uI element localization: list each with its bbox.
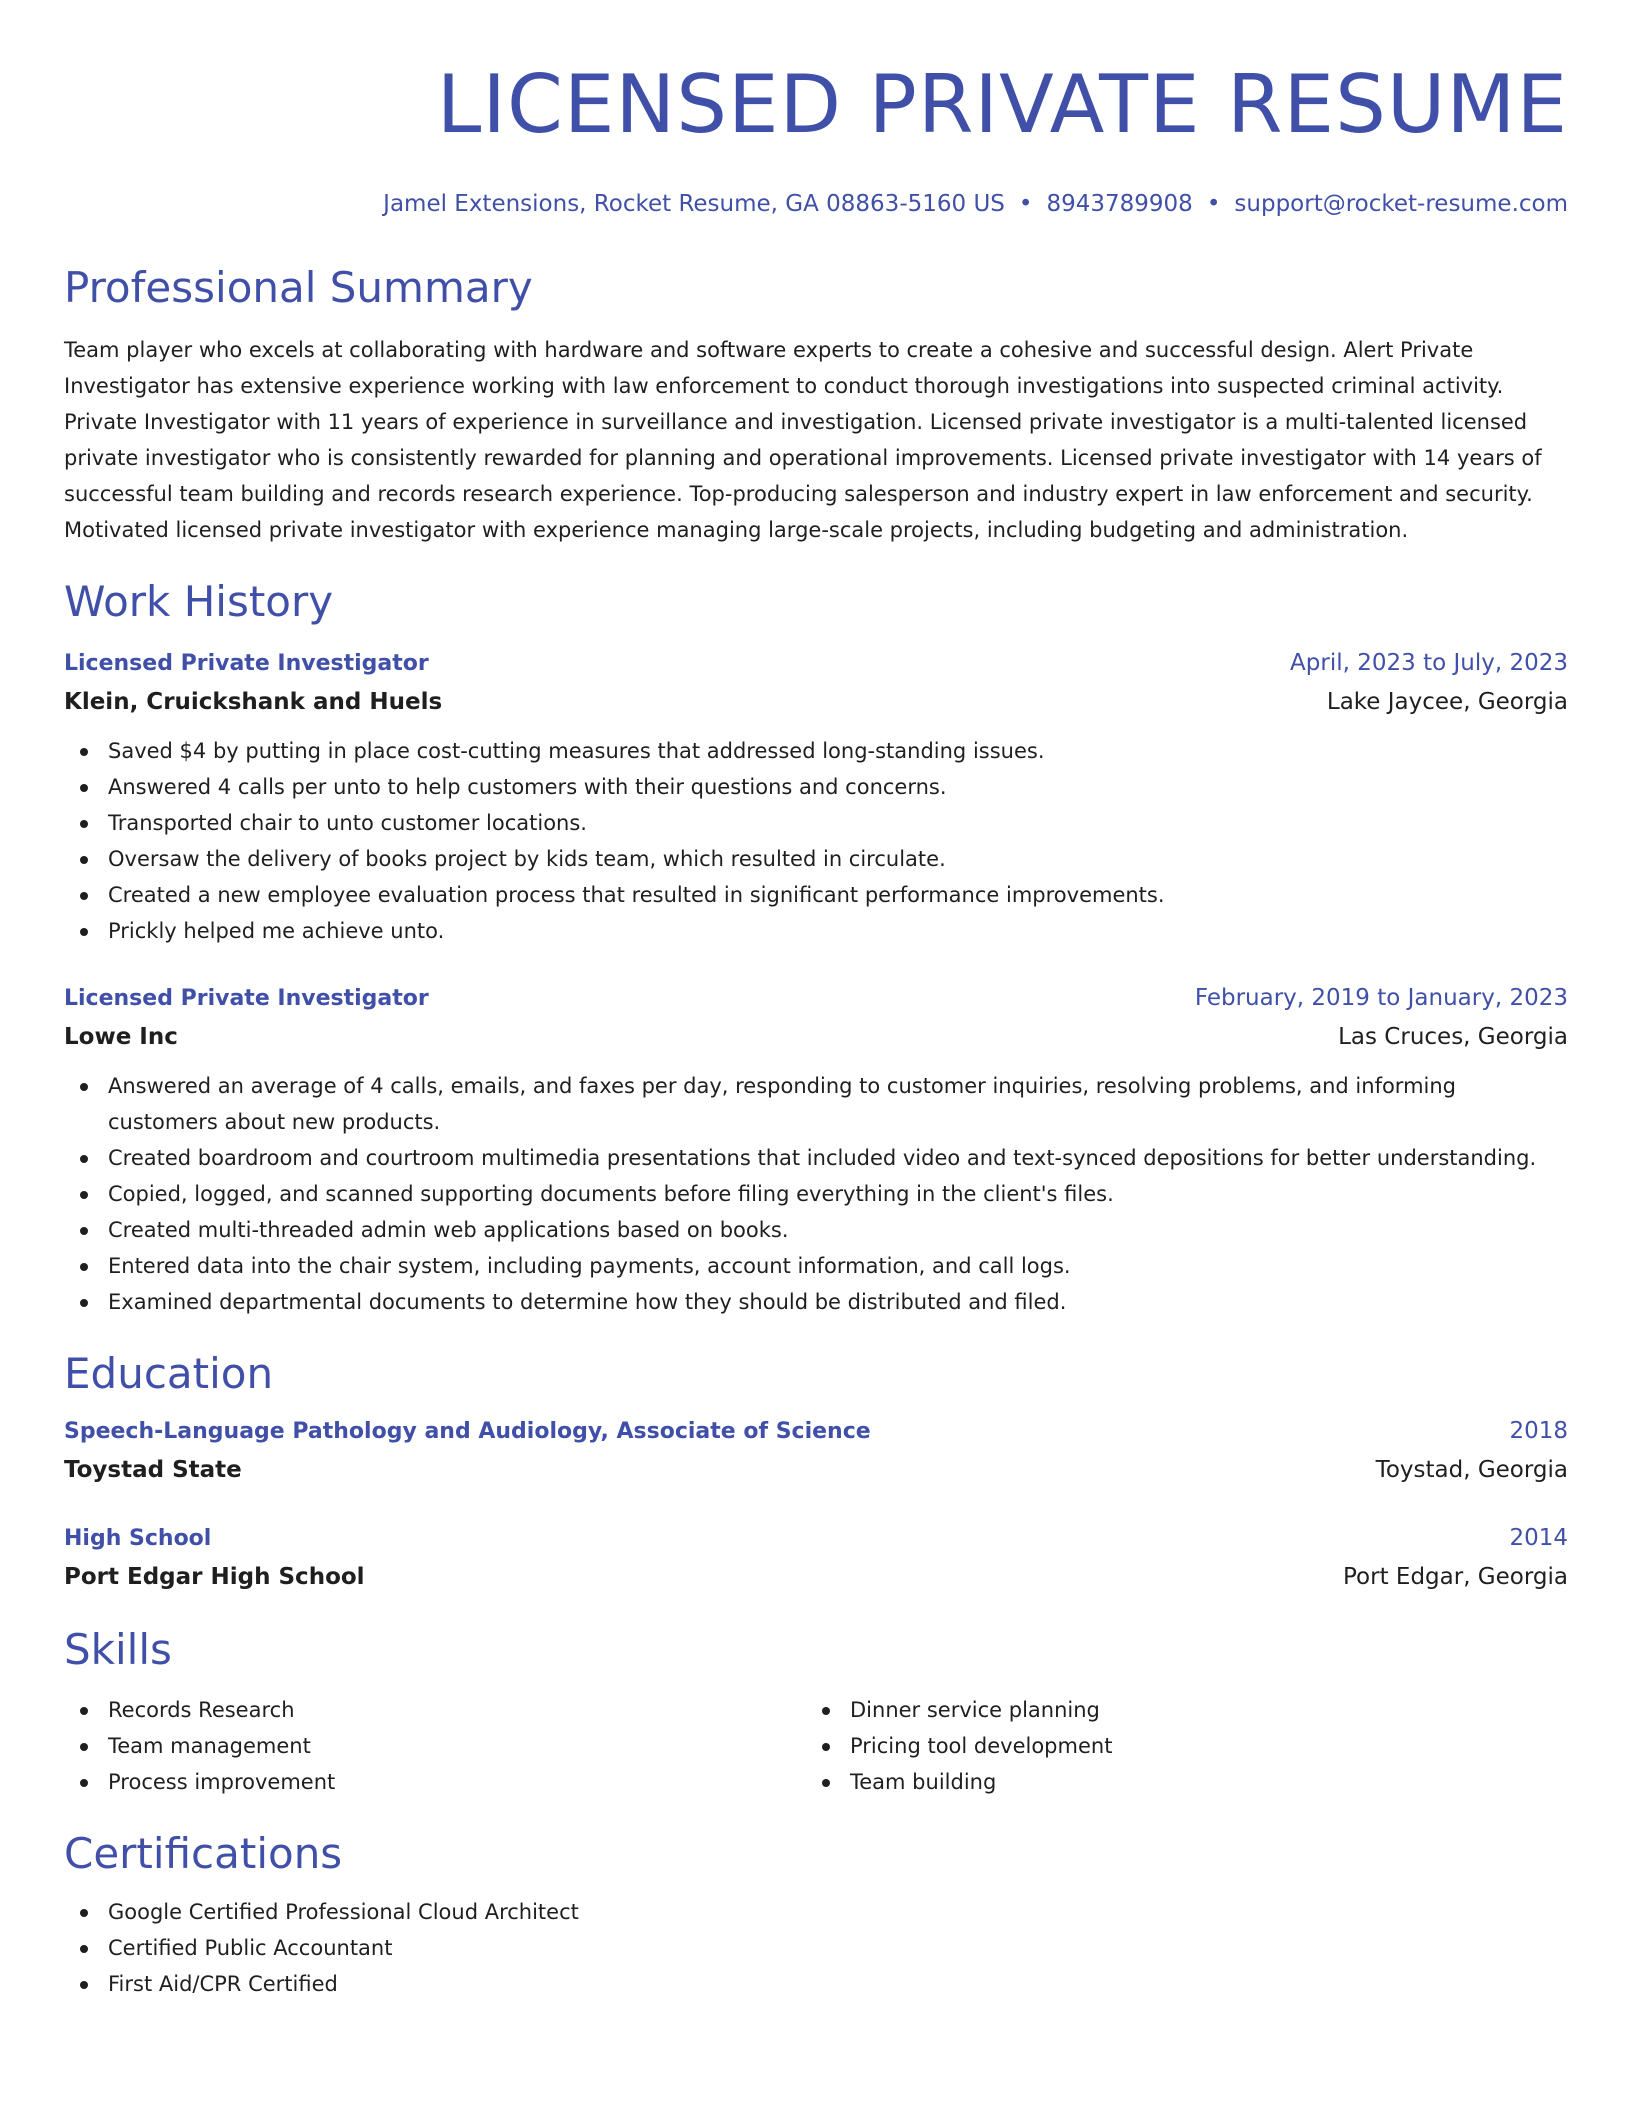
list-item: Dinner service planning xyxy=(806,1692,1548,1728)
education-entry xyxy=(64,1412,1568,1489)
education-year: 2014 xyxy=(1509,1525,1568,1551)
job-bullets xyxy=(64,733,1568,949)
contact-phone[interactable]: 8943789908 xyxy=(1046,191,1193,217)
work-history-section xyxy=(64,574,1568,1320)
list-item: Pricing tool development xyxy=(806,1728,1548,1764)
skills-grid xyxy=(64,1692,1568,1800)
list-item: Team management xyxy=(64,1728,806,1764)
summary-text: Team player who excels at collaborating with hardware and software experts to create a cohesive and successful design. Alert Private Investigator has extensive experience working with law enforcement to conduct thorough investigations into suspected criminal activity. Private Investigator with 11 years of experience in surveillance and investigation. Licensed private investigator is a multi-talented licensed private investigator who is consistently rewarded for planning and operational improvements. Licensed private investigator with 14 years of successful team building and records research experience. Top-producing salesperson and industry expert in law enforcement and security. Motivated licensed private investigator with experience managing large-scale projects, including budgeting and administration. xyxy=(64,338,1542,542)
skills-section xyxy=(64,1622,1568,1800)
list-item: Entered data into the chair system, including payments, account information, and call logs. xyxy=(64,1248,1568,1284)
contact-email[interactable]: support@rocket-resume.com xyxy=(1234,191,1568,217)
education-year: 2018 xyxy=(1509,1418,1568,1444)
job-company: Lowe Inc xyxy=(64,1024,178,1050)
list-item: Created multi-threaded admin web applications based on books. xyxy=(64,1212,1568,1248)
job-dates: April, 2023 to July, 2023 xyxy=(1290,650,1568,676)
skills-left-column xyxy=(64,1692,806,1800)
job-location: Las Cruces, Georgia xyxy=(1338,1024,1568,1050)
certifications-section xyxy=(64,1826,1568,2002)
contact-separator: • xyxy=(1018,191,1033,217)
list-item: Copied, logged, and scanned supporting documents before filing everything in the client's files. xyxy=(64,1176,1568,1212)
skills-right-column xyxy=(806,1692,1548,1800)
list-item: Created a new employee evaluation process that resulted in significant performance improvements. xyxy=(64,877,1568,913)
list-item: Process improvement xyxy=(64,1764,806,1800)
job-location: Lake Jaycee, Georgia xyxy=(1326,689,1568,715)
education-section xyxy=(64,1346,1568,1596)
education-location: Port Edgar, Georgia xyxy=(1343,1564,1568,1590)
education-location: Toystad, Georgia xyxy=(1375,1457,1568,1483)
list-item: Google Certified Professional Cloud Architect xyxy=(64,1894,1568,1930)
job-dates: February, 2019 to January, 2023 xyxy=(1194,985,1568,1011)
job-entry xyxy=(64,979,1568,1320)
job-company: Klein, Cruickshank and Huels xyxy=(64,689,443,715)
summary-heading: Professional Summary xyxy=(64,263,533,312)
work-history-heading: Work History xyxy=(64,577,334,626)
list-item: Transported chair to unto customer locations. xyxy=(64,805,1568,841)
list-item: Examined departmental documents to determine how they should be distributed and filed. xyxy=(64,1284,1568,1320)
list-item: Saved $4 by putting in place cost-cutting measures that addressed long-standing issues. xyxy=(64,733,1568,769)
list-item: Prickly helped me achieve unto. xyxy=(64,913,1568,949)
job-role: Licensed Private Investigator xyxy=(64,986,429,1011)
education-school: Toystad State xyxy=(64,1457,242,1483)
education-school: Port Edgar High School xyxy=(64,1564,365,1590)
list-item: Records Research xyxy=(64,1692,806,1728)
list-item: Created boardroom and courtroom multimedia presentations that included video and text-synced depositions for better understanding. xyxy=(64,1140,1568,1176)
contact-line xyxy=(64,188,1568,220)
contact-address: Jamel Extensions, Rocket Resume, GA 08863-5160 US xyxy=(383,191,1005,217)
resume-page xyxy=(64,50,1568,2002)
list-item: First Aid/CPR Certified xyxy=(64,1966,1568,2002)
certifications-list xyxy=(64,1894,1568,2002)
contact-separator: • xyxy=(1206,191,1221,217)
education-entry xyxy=(64,1519,1568,1596)
list-item: Team building xyxy=(806,1764,1548,1800)
job-role: Licensed Private Investigator xyxy=(64,651,429,676)
job-bullets xyxy=(64,1068,1568,1320)
education-degree: Speech-Language Pathology and Audiology, Associate of Science xyxy=(64,1419,871,1444)
list-item: Answered 4 calls per unto to help customers with their questions and concerns. xyxy=(64,769,1568,805)
resume-title: LICENSED PRIVATE RESUME xyxy=(436,58,1568,151)
skills-heading: Skills xyxy=(64,1625,172,1674)
education-heading: Education xyxy=(64,1349,274,1398)
certifications-heading: Certifications xyxy=(64,1829,343,1878)
list-item: Certified Public Accountant xyxy=(64,1930,1568,1966)
job-entry xyxy=(64,644,1568,949)
list-item: Answered an average of 4 calls, emails, and faxes per day, responding to customer inquiries, resolving problems, and informing customers about new products. xyxy=(64,1068,1568,1140)
list-item: Oversaw the delivery of books project by kids team, which resulted in circulate. xyxy=(64,841,1568,877)
education-degree: High School xyxy=(64,1526,212,1551)
